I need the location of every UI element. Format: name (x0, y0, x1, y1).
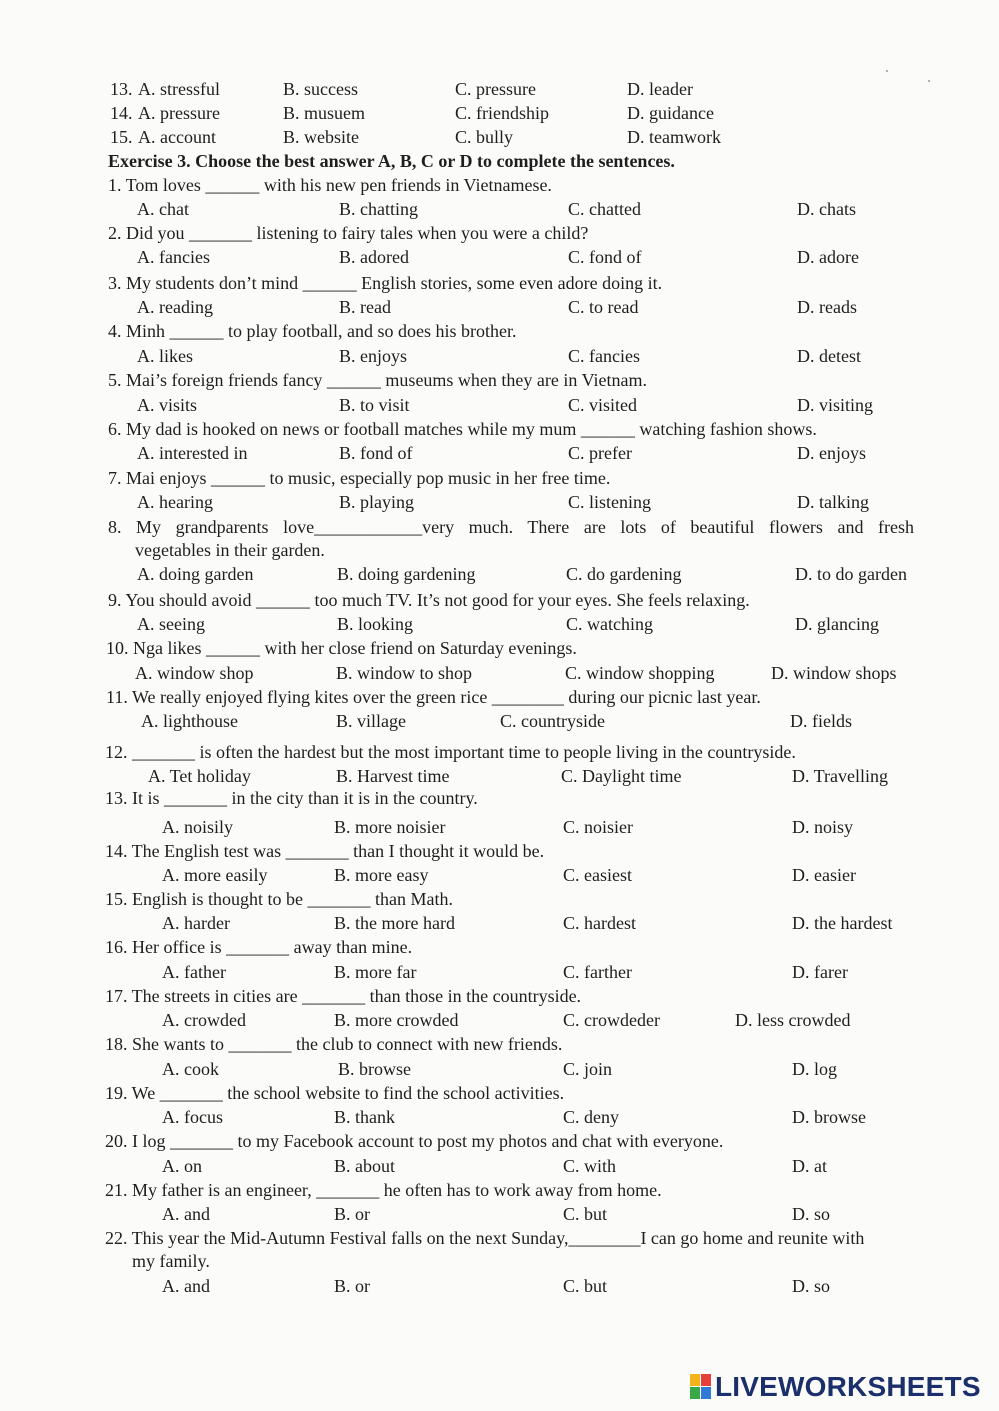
partial-q14-option-d: D. guidance (627, 103, 714, 123)
question-stem: 15. English is thought to be _______ than Math. (105, 889, 453, 909)
option-d: D. log (792, 1059, 837, 1079)
option-d: D. enjoys (797, 443, 866, 463)
option-c: C. farther (563, 962, 632, 982)
option-d: D. talking (797, 492, 869, 512)
option-d: D. glancing (795, 614, 879, 634)
option-a: A. visits (137, 395, 198, 415)
option-a: A. window shop (135, 663, 254, 683)
option-b: B. read (339, 297, 391, 317)
option-b: B. chatting (339, 199, 418, 219)
option-c: C. Daylight time (561, 766, 682, 786)
option-b: B. fond of (339, 443, 413, 463)
partial-q13-number: 13. (110, 79, 133, 99)
question-stem: 18. She wants to _______ the club to connect with new friends. (105, 1034, 563, 1054)
partial-q14-option-c: C. friendship (455, 103, 549, 123)
option-a: A. hearing (137, 492, 213, 512)
option-d: D. browse (792, 1107, 866, 1127)
option-c: C. but (563, 1276, 608, 1296)
option-d: D. so (792, 1276, 831, 1296)
option-b: B. enjoys (339, 346, 408, 366)
option-d: D. adore (797, 247, 859, 267)
option-c: C. join (563, 1059, 613, 1079)
question-stem-continuation: vegetables in their garden. (135, 540, 325, 560)
option-c: C. listening (568, 492, 652, 512)
option-a: A. father (162, 962, 226, 982)
partial-q13-option-c: C. pressure (455, 79, 536, 99)
question-stem: 11. We really enjoyed flying kites over the green rice ________ during our picnic last year. (106, 687, 761, 707)
option-b: B. to visit (339, 395, 410, 415)
option-a: A. doing garden (137, 564, 254, 584)
option-b: B. or (334, 1276, 370, 1296)
option-b: B. more crowded (334, 1010, 459, 1030)
question-stem: 21. My father is an engineer, _______ he often has to work away from home. (105, 1180, 662, 1200)
partial-q14-number: 14. (110, 103, 133, 123)
partial-q14-option-b: B. musuem (283, 103, 366, 123)
option-a: A. and (162, 1276, 210, 1296)
question-stem: 12. _______ is often the hardest but the most important time to people living in the countryside. (105, 742, 796, 762)
liveworksheets-logo-icon (690, 1374, 712, 1400)
option-c: C. chatted (568, 199, 641, 219)
option-c: C. do gardening (566, 564, 682, 584)
option-b: B. more far (334, 962, 417, 982)
question-stem: 3. My students don’t mind ______ English stories, some even adore doing it. (108, 273, 663, 293)
liveworksheets-logo[interactable] (690, 1370, 990, 1404)
option-c: C. fond of (568, 247, 642, 267)
option-a: A. likes (137, 346, 193, 366)
option-a: A. seeing (137, 614, 205, 634)
partial-q15-option-a: A. account (138, 127, 216, 147)
option-a: A. focus (162, 1107, 223, 1127)
option-b: B. browse (338, 1059, 411, 1079)
option-a: A. fancies (137, 247, 210, 267)
option-a: A. chat (137, 199, 189, 219)
option-b: B. village (336, 711, 406, 731)
option-b: B. more noisier (334, 817, 446, 837)
option-d: D. chats (797, 199, 856, 219)
partial-q15-option-c: C. bully (455, 127, 514, 147)
option-c: C. easiest (563, 865, 632, 885)
option-c: C. crowdeder (563, 1010, 660, 1030)
option-a: A. reading (137, 297, 213, 317)
option-d: D. fields (790, 711, 852, 731)
partial-q13-option-d: D. leader (627, 79, 693, 99)
partial-q15-option-b: B. website (283, 127, 359, 147)
option-d: D. so (792, 1204, 831, 1224)
option-c: C. window shopping (565, 663, 715, 683)
option-d: D. to do garden (795, 564, 907, 584)
question-stem: 6. My dad is hooked on news or football matches while my mum ______ watching fashion shows. (108, 419, 817, 439)
option-b: B. Harvest time (336, 766, 450, 786)
option-b: B. playing (339, 492, 414, 512)
exercise-title: Exercise 3. Choose the best answer A, B, C or D to complete the sentences. (108, 151, 675, 171)
option-c: C. hardest (563, 913, 636, 933)
option-d: D. noisy (792, 817, 854, 837)
option-a: A. and (162, 1204, 210, 1224)
question-stem: 16. Her office is _______ away than mine. (105, 937, 413, 957)
option-b: B. thank (334, 1107, 395, 1127)
option-c: C. visited (568, 395, 638, 415)
question-stem: 19. We _______ the school website to find the school activities. (105, 1083, 565, 1103)
partial-q13-option-a: A. stressful (138, 79, 220, 99)
partial-q15-option-d: D. teamwork (627, 127, 721, 147)
option-a: A. more easily (162, 865, 268, 885)
question-stem-continuation: my family. (132, 1251, 210, 1271)
question-stem: 1. Tom loves ______ with his new pen friends in Vietnamese. (108, 175, 552, 195)
option-b: B. more easy (334, 865, 429, 885)
option-c: C. countryside (500, 711, 605, 731)
option-a: A. noisily (162, 817, 234, 837)
option-d: D. easier (792, 865, 856, 885)
question-stem: 5. Mai’s foreign friends fancy ______ museums when they are in Vietnam. (108, 370, 647, 390)
option-d: D. visiting (797, 395, 874, 415)
option-c: C. fancies (568, 346, 640, 366)
partial-q13-option-b: B. success (283, 79, 358, 99)
option-b: B. or (334, 1204, 370, 1224)
option-c: C. noisier (563, 817, 633, 837)
option-d: D. detest (797, 346, 861, 366)
partial-q15-number: 15. (110, 127, 133, 147)
question-stem: 17. The streets in cities are _______ than those in the countryside. (105, 986, 582, 1006)
option-b: B. about (334, 1156, 395, 1176)
option-b: B. adored (339, 247, 409, 267)
option-d: D. Travelling (792, 766, 889, 786)
option-c: C. to read (568, 297, 639, 317)
option-c: C. prefer (568, 443, 632, 463)
logo-text: LIVEWORKSHEETS (715, 1371, 981, 1402)
question-stem: 22. This year the Mid-Autumn Festival falls on the next Sunday,________I can go home and reunite with (105, 1228, 865, 1248)
option-a: A. crowded (162, 1010, 246, 1030)
question-stem: 20. I log _______ to my Facebook account to post my photos and chat with everyone. (105, 1131, 724, 1151)
scan-speck (886, 70, 888, 72)
option-a: A. Tet holiday (148, 766, 251, 786)
option-d: D. window shops (771, 663, 897, 683)
question-stem: 8. My grandparents love____________very much. There are lots of beautiful flowers and fresh (108, 517, 914, 537)
question-stem: 9. You should avoid ______ too much TV. It’s not good for your eyes. She feels relaxing. (108, 590, 750, 610)
option-a: A. lighthouse (141, 711, 238, 731)
question-stem: 4. Minh ______ to play football, and so does his brother. (108, 321, 517, 341)
option-a: A. cook (162, 1059, 219, 1079)
question-stem: 13. It is _______ in the city than it is in the country. (105, 788, 478, 808)
question-stem: 10. Nga likes ______ with her close friend on Saturday evenings. (106, 638, 577, 658)
option-d: D. less crowded (735, 1010, 851, 1030)
option-a: A. interested in (137, 443, 248, 463)
question-stem: 14. The English test was _______ than I thought it would be. (105, 841, 545, 861)
option-d: D. farer (792, 962, 848, 982)
option-d: D. the hardest (792, 913, 893, 933)
option-b: B. looking (337, 614, 414, 634)
option-b: B. window to shop (336, 663, 473, 683)
option-b: B. the more hard (334, 913, 455, 933)
option-c: C. watching (566, 614, 653, 634)
question-stem: 2. Did you _______ listening to fairy tales when you were a child? (108, 223, 589, 243)
option-d: D. at (792, 1156, 827, 1176)
partial-q14-option-a: A. pressure (138, 103, 220, 123)
scan-speck (928, 80, 930, 82)
option-c: C. but (563, 1204, 608, 1224)
question-stem: 7. Mai enjoys ______ to music, especially pop music in her free time. (108, 468, 611, 488)
option-a: A. on (162, 1156, 202, 1176)
option-c: C. deny (563, 1107, 619, 1127)
option-c: C. with (563, 1156, 617, 1176)
option-b: B. doing gardening (337, 564, 476, 584)
option-a: A. harder (162, 913, 230, 933)
option-d: D. reads (797, 297, 857, 317)
